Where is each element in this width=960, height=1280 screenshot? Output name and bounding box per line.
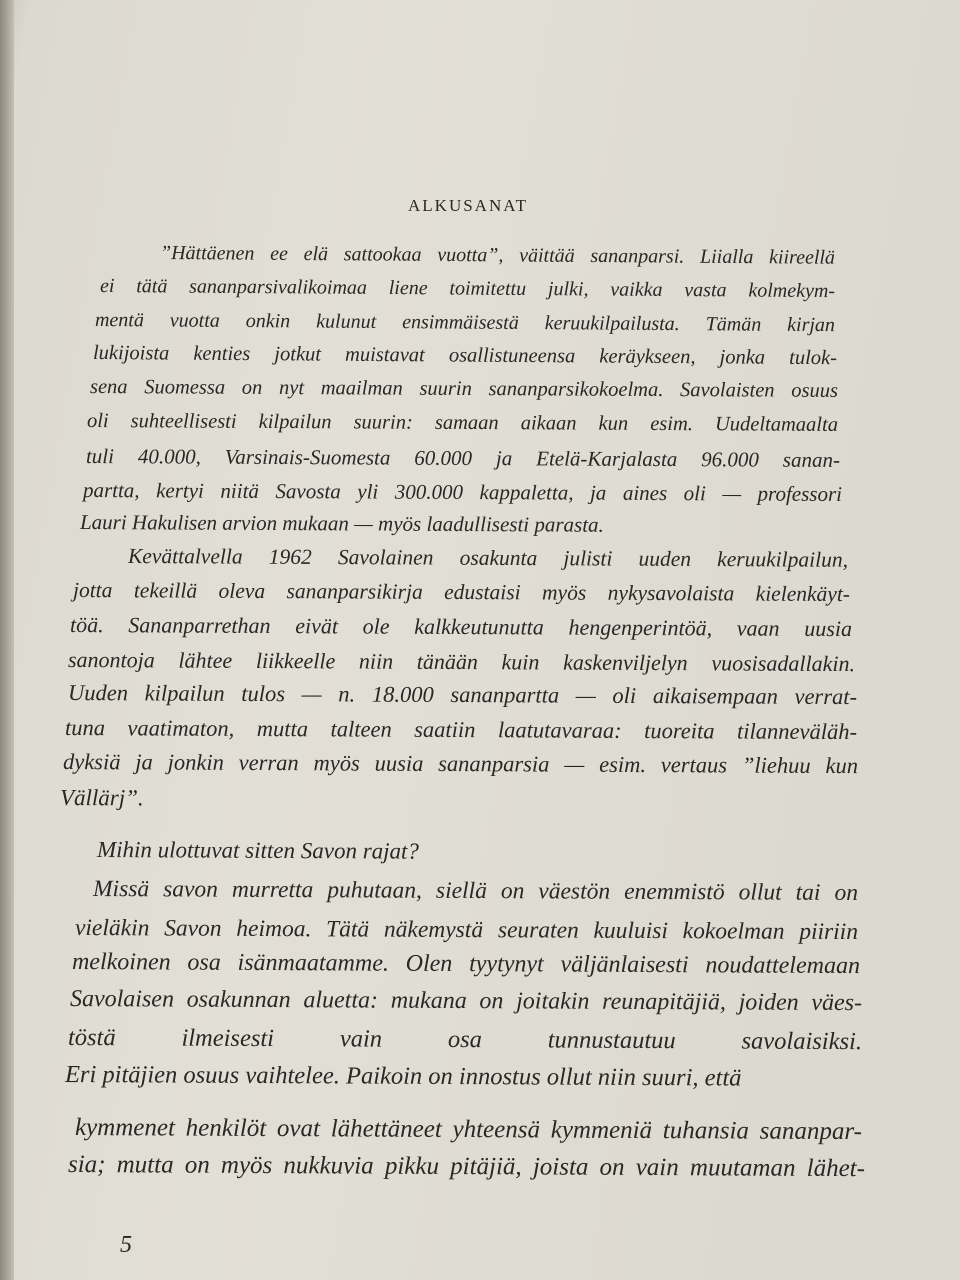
text-line: töstä ilmeisesti vain osa tunnustautuu savolaisiksi. — [67, 1024, 863, 1056]
text-line: tuna vaatimaton, mutta talteen saatiin laatutavaraa: tuoreita tilanneväläh- — [64, 715, 858, 745]
text-line: Kevättalvella 1962 Savolainen osakunta julisti uuden keruukilpailun, — [127, 544, 849, 572]
text-line: sia; mutta on myös nukkuvia pikku pitäjiä, joista on vain muutaman lähet- — [67, 1150, 866, 1182]
text-line — [65, 1187, 865, 1191]
text-line: lukijoista kenties jotkut muistavat osallistuneensa keräykseen, jonka tulok- — [92, 341, 838, 369]
text-line: melkoinen osa isänmaatamme. Olen tyytynyt väljänlaisesti noudattelemaan — [71, 949, 861, 980]
text-line: oli suhteellisesti kilpailun suurin: samaan aikaan kun esim. Uudeltamaalta — [86, 409, 839, 436]
text-line: Vällärj”. — [59, 785, 144, 811]
text-line: vieläkin Savon heimoa. Tätä näkemystä seuraten kuuluisi kokoelman piiriin — [74, 914, 859, 945]
text-line: ”Hättäenen ee elä sattookaa vuotta”, väittää sananparsi. Liialla kiireellä — [159, 242, 836, 269]
text-line: töä. Sananparrethan eivät ole kalkkeutunutta hengenperintöä, vaan uusia — [69, 611, 853, 641]
text-line: Uuden kilpailun tulos — n. 18.000 sananpartta — oli aikaisempaan verrat- — [67, 680, 858, 710]
text-line: mentä vuotta onkin kulunut ensimmäisestä keruukilpailusta. Tämän kirjan — [94, 309, 836, 337]
page-title: ALKUSANAT — [408, 196, 528, 215]
page-number: 5 — [120, 1232, 132, 1258]
text-line: Missä savon murretta puhutaan, siellä on väestön enemmistö ollut tai on — [92, 875, 859, 906]
text-line: sena Suomessa on nyt maailman suurin sananparsikokoelma. Savolaisten osuus — [89, 375, 839, 402]
text-line: tuli 40.000, Varsinais-Suomesta 60.000 ja Etelä-Karjalasta 96.000 sanan- — [85, 444, 841, 473]
text-line: Mihin ulottuvat sitten Savon rajat? — [96, 837, 420, 864]
text-line: ei tätä sananparsivalikoimaa liene toimitettu julki, vaikka vasta kolmekym- — [99, 275, 836, 303]
text-line: partta, kertyi niitä Savosta yli 300.000 kappaletta, ja aines oli — professori — [82, 478, 843, 507]
book-spine-shadow — [0, 0, 14, 1280]
text-line: kymmenet henkilöt ovat lähettäneet yhteensä kymmeniä tuhansia sananpar- — [74, 1113, 863, 1145]
text-line: dyksiä ja jonkin verran myös uusia sananparsia — esim. vertaus ”liehuu kun — [62, 749, 859, 779]
text-line: jotta tekeillä oleva sananparsikirja edustaisi myös nykysavolaista kielenkäyt- — [72, 578, 851, 607]
text-line: Eri pitäjien osuus vaihtelee. Paikoin on innostus ollut niin suuri, että — [64, 1061, 742, 1092]
text-line: sanontoja lähtee liikkeelle niin tänään kuin kaskenviljelyn vuosisadallakin. — [67, 646, 856, 676]
text-line: Lauri Hakulisen arvion mukaan — myös laadullisesti parasta. — [79, 510, 604, 538]
text-line: Savolaisen osakunnan aluetta: mukana on joitakin reunapitäjiä, joiden väes- — [69, 986, 863, 1017]
